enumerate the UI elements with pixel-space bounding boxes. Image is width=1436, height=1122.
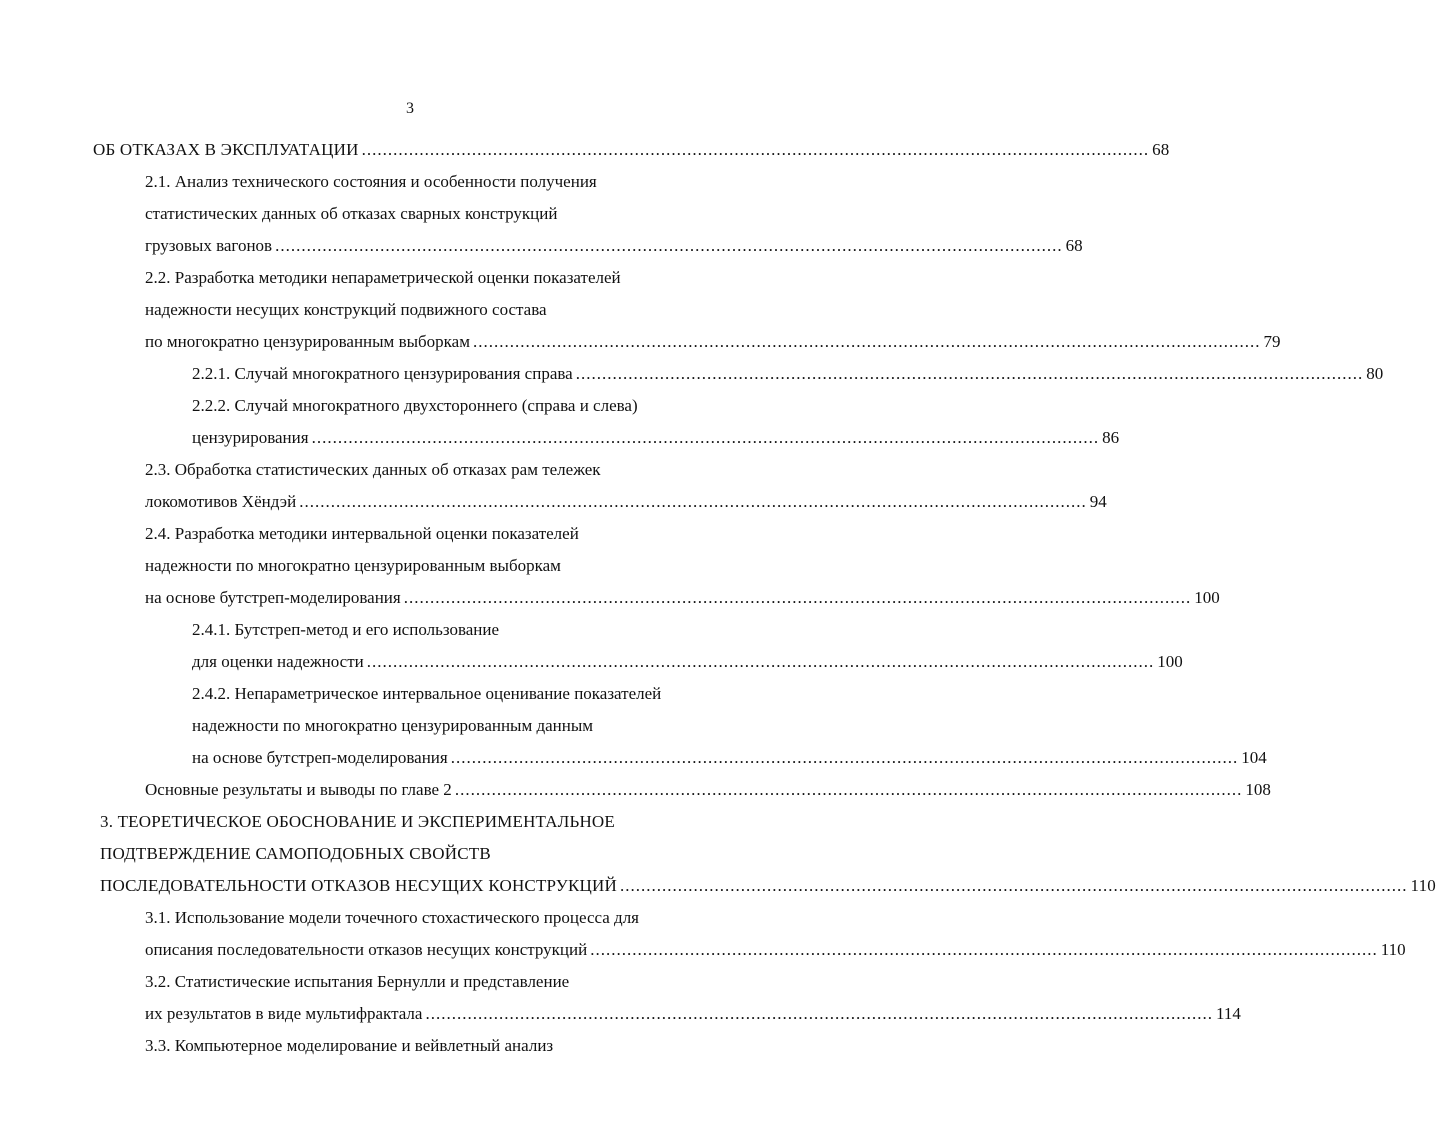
toc-entry-chapter-2-title-end	[93, 135, 1170, 165]
toc-leader-dots: ......................................................................................................................................................	[275, 236, 1063, 255]
toc-leader-dots: ......................................................................................................................................................	[361, 140, 1150, 159]
toc-entry-chapter-2-summary	[145, 775, 1271, 805]
toc-leader-dots: ......................................................................................................................................................	[425, 1004, 1213, 1023]
toc-leader-dots: ......................................................................................................................................................	[575, 364, 1364, 383]
toc-entry-text: локомотивов Хёндэй	[145, 492, 297, 511]
toc-entry-2-3-end	[145, 487, 1107, 517]
toc-entry-text: 3.1. Использование модели точечного стохастического процесса для	[145, 908, 640, 927]
toc-entry-3-3	[145, 1031, 745, 1061]
toc-entry-2-4-1-end	[192, 647, 1183, 677]
page-number: 3	[406, 100, 414, 117]
toc-entry-text: 2.4. Разработка методики интервальной оценки показателей	[145, 524, 579, 543]
toc-entry-text: 2.2. Разработка методики непараметрической оценки показателей	[145, 268, 621, 287]
toc-page-number: 68	[1065, 236, 1083, 255]
toc-entry-text: 2.4.2. Непараметрическое интервальное оценивание показателей	[192, 684, 662, 703]
toc-entry-2-3	[145, 455, 745, 485]
toc-entry-text: ОБ ОТКАЗАХ В ЭКСПЛУАТАЦИИ	[93, 140, 359, 159]
toc-leader-dots: ......................................................................................................................................................	[590, 940, 1378, 959]
toc-page-number: 110	[1380, 940, 1406, 959]
toc-entry-text: 3. ТЕОРЕТИЧЕСКОЕ ОБОСНОВАНИЕ И ЭКСПЕРИМЕНТАЛЬНОЕ	[100, 812, 615, 831]
toc-entry-chapter-3-cont	[100, 839, 750, 869]
toc-entry-text: цензурирования	[192, 428, 309, 447]
toc-leader-dots: ......................................................................................................................................................	[403, 588, 1192, 607]
toc-entry-3-2	[145, 967, 745, 997]
toc-entry-text: 2.2.1. Случай многократного цензурирования справа	[192, 364, 573, 383]
toc-entry-2-2-1	[192, 359, 1384, 389]
toc-leader-dots: ......................................................................................................................................................	[454, 780, 1243, 799]
toc-leader-dots: ......................................................................................................................................................	[311, 428, 1100, 447]
toc-page-number: 100	[1194, 588, 1220, 607]
toc-page-number: 79	[1263, 332, 1281, 351]
toc-entry-2-2-end	[145, 327, 1281, 357]
toc-entry-text: их результатов в виде мультифрактала	[145, 1004, 423, 1023]
toc-entry-text: ПОДТВЕРЖДЕНИЕ САМОПОДОБНЫХ СВОЙСТВ	[100, 844, 491, 863]
toc-entry-chapter-3-end	[100, 871, 1436, 901]
toc-leader-dots: ......................................................................................................................................................	[366, 652, 1155, 671]
toc-entry-3-2-end	[145, 999, 1241, 1029]
toc-entry-2-1-end	[145, 231, 1083, 261]
toc-entry-2-4-2-cont	[192, 711, 752, 741]
toc-entry-2-4-end	[145, 583, 1220, 613]
toc-entry-2-2-2	[192, 391, 752, 421]
toc-entry-text: надежности по многократно цензурированным выборкам	[145, 556, 561, 575]
toc-page-number: 100	[1157, 652, 1183, 671]
toc-entry-text: ПОСЛЕДОВАТЕЛЬНОСТИ ОТКАЗОВ НЕСУЩИХ КОНСТРУКЦИЙ	[100, 876, 617, 895]
toc-entry-text: 3.2. Статистические испытания Бернулли и представление	[145, 972, 570, 991]
toc-entry-text: описания последовательности отказов несущих конструкций	[145, 940, 588, 959]
toc-page-number: 110	[1410, 876, 1436, 895]
toc-entry-2-4-1	[192, 615, 752, 645]
toc-entry-text: для оценки надежности	[192, 652, 364, 671]
toc-entry-text: надежности несущих конструкций подвижного состава	[145, 300, 547, 319]
toc-entry-2-4	[145, 519, 745, 549]
toc-page-number: 68	[1152, 140, 1170, 159]
toc-entry-2-1	[145, 167, 745, 197]
toc-entry-text: 3.3. Компьютерное моделирование и вейвлетный анализ	[145, 1036, 554, 1055]
toc-page-number: 108	[1245, 780, 1271, 799]
toc-entry-3-1	[145, 903, 755, 933]
toc-entry-2-2-2-end	[192, 423, 1120, 453]
toc-entry-text: на основе бутстреп-моделирования	[192, 748, 448, 767]
toc-entry-text: статистических данных об отказах сварных конструкций	[145, 204, 558, 223]
toc-entry-3-1-end	[145, 935, 1406, 965]
toc-page-number: 86	[1102, 428, 1120, 447]
toc-entry-text: Основные результаты и выводы по главе 2	[145, 780, 452, 799]
toc-leader-dots: ......................................................................................................................................................	[299, 492, 1087, 511]
toc-entry-2-2-cont	[145, 295, 745, 325]
toc-page-number: 114	[1215, 1004, 1241, 1023]
toc-leader-dots: ......................................................................................................................................................	[450, 748, 1239, 767]
toc-entry-text: на основе бутстреп-моделирования	[145, 588, 401, 607]
toc-entry-text: 2.1. Анализ технического состояния и особенности получения	[145, 172, 597, 191]
toc-entry-text: 2.4.1. Бутстреп-метод и его использование	[192, 620, 500, 639]
toc-entry-text: 2.2.2. Случай многократного двухстороннего (справа и слева)	[192, 396, 638, 415]
toc-page-number: 94	[1089, 492, 1107, 511]
toc-leader-dots: ......................................................................................................................................................	[620, 876, 1408, 895]
toc-page-number: 80	[1366, 364, 1384, 383]
toc-page-number: 104	[1241, 748, 1267, 767]
toc-entry-2-4-2	[192, 679, 752, 709]
toc-entry-2-2	[145, 263, 745, 293]
toc-entry-text: 2.3. Обработка статистических данных об отказах рам тележек	[145, 460, 601, 479]
toc-entry-text: по многократно цензурированным выборкам	[145, 332, 470, 351]
toc-entry-2-1-cont	[145, 199, 745, 229]
toc-leader-dots: ......................................................................................................................................................	[472, 332, 1261, 351]
toc-entry-2-4-cont	[145, 551, 745, 581]
toc-entry-2-4-2-end	[192, 743, 1267, 773]
toc-entry-chapter-3	[100, 807, 750, 837]
toc-entry-text: грузовых вагонов	[145, 236, 273, 255]
toc-entry-text: надежности по многократно цензурированным данным	[192, 716, 594, 735]
